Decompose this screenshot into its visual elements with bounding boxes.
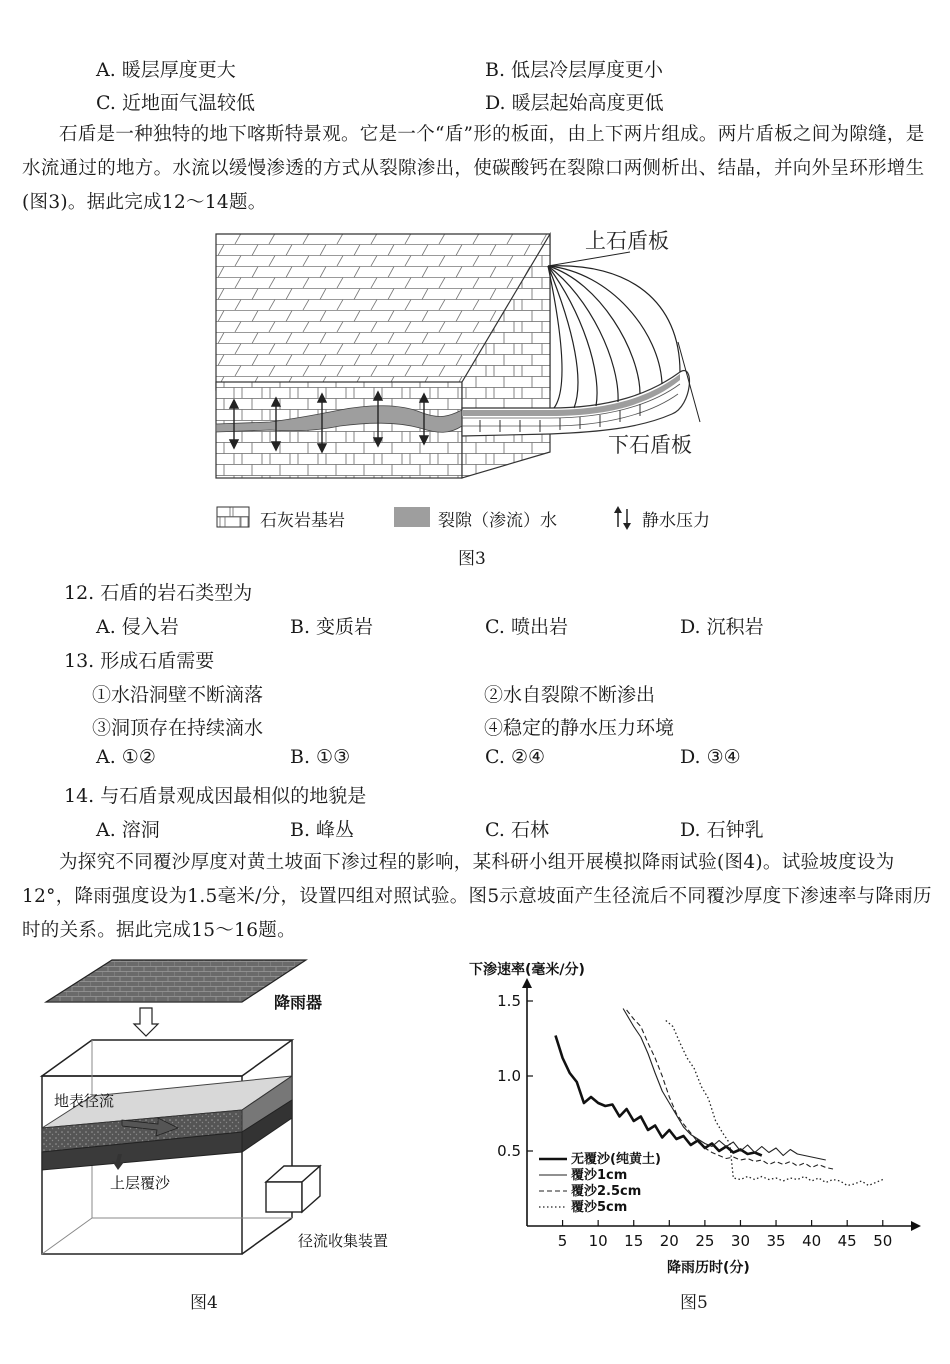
q11-option-a: A. 暖层厚度更大 [96,59,236,81]
chart-x-tick-label: 30 [730,1232,751,1250]
chart-y-axis-label: 下渗速率(毫米/分) [469,962,585,978]
q13-option-c: C. ②④ [485,746,546,768]
q14-option-d: D. 石钟乳 [680,819,764,841]
label-rain-device: 降雨器 [274,993,323,1012]
q12-option-a: A. 侵入岩 [96,616,179,638]
q14-option-b: B. 峰丛 [290,819,355,841]
label-collector: 径流收集装置 [298,1232,389,1250]
legend-pressure-icon [612,505,634,531]
figure-3-caption: 图3 [458,549,486,569]
q12-stem: 12. 石盾的岩石类型为 [64,582,253,604]
label-surface-runoff: 地表径流 [54,1092,115,1110]
q13-item-1: ①水沿洞壁不断滴落 [92,684,264,706]
label-upper-shield: 上石盾板 [585,229,669,253]
q11-option-b: B. 低层冷层厚度更小 [485,59,664,81]
legend-water-swatch [394,507,430,527]
chart-x-tick-label: 5 [557,1232,568,1250]
chart-legend-label-4: 覆沙5cm [571,1200,628,1215]
label-lower-shield: 下石盾板 [608,433,692,457]
q13-option-b: B. ①③ [290,746,351,768]
chart-series-line-2 [623,1009,826,1161]
chart-x-tick-label: 15 [624,1232,644,1250]
rain-device [46,960,306,1002]
q13-stem: 13. 形成石盾需要 [64,650,215,672]
q11-option-d: D. 暖层起始高度更低 [485,92,664,114]
legend-static-pressure: 静水压力 [642,511,710,531]
q12-option-c: C. 喷出岩 [485,616,568,638]
chart-x-axis-arrow [911,1221,921,1231]
q13-option-d: D. ③④ [680,746,741,768]
figure-5-caption: 图5 [680,1293,708,1313]
q14-option-c: C. 石林 [485,819,549,841]
q13-option-a: A. ①② [96,746,156,768]
legend-fissure-water: 裂隙（渗流）水 [438,511,557,531]
q12-option-d: D. 沉积岩 [680,616,764,638]
figure-4-rainfall-experiment [30,956,430,1286]
passage-sand-infiltration: 为探究不同覆沙厚度对黄土坡面下渗过程的影响，某科研小组开展模拟降雨试验(图4)。试验坡度设为12°，降雨强度设为1.5毫米/分，设置四组对照试验。图5示意坡面产生径流后不同覆沙厚度下渗速率与降雨历时的关系。据此完成15～16题。 [22,852,932,941]
q13-item-4: ④稳定的静水压力环境 [484,717,675,739]
chart-x-tick-label: 40 [802,1232,822,1250]
chart-legend-label-1: 无覆沙(纯黄土) [571,1152,661,1167]
legend-limestone: 石灰岩基岩 [260,511,345,531]
q13-item-2: ②水自裂隙不断渗出 [484,684,656,706]
figure-4-caption: 图4 [190,1293,218,1313]
chart-series-line-1 [556,1036,762,1156]
label-sand-layer: 上层覆沙 [110,1174,171,1192]
chart-x-tick-label: 50 [873,1232,893,1250]
q14-option-a: A. 溶洞 [96,819,160,841]
chart-x-tick-label: 20 [659,1232,679,1250]
chart-series-line-4 [666,1021,883,1186]
rain-arrow-icon [134,1008,158,1036]
chart-x-tick-label: 35 [766,1232,786,1250]
chart-y-tick-label: 0.5 [497,1142,521,1160]
chart-y-tick-label: 1.5 [497,992,521,1010]
q12-option-b: B. 变质岩 [290,616,374,638]
legend-limestone-swatch [216,505,252,529]
chart-x-tick-label: 25 [695,1232,715,1250]
q14-stem: 14. 与石盾景观成因最相似的地貌是 [64,785,367,807]
figure-3-stone-shield-diagram [210,222,740,542]
q11-option-c: C. 近地面气温较低 [96,92,255,114]
chart-x-axis-label: 降雨历时(分) [667,1260,750,1276]
q13-item-3: ③洞顶存在持续滴水 [92,717,264,739]
passage-stone-shield: 石盾是一种独特的地下喀斯特景观。它是一个“盾”形的板面，由上下两片组成。两片盾板之间为隙缝，是水流通过的地方。水流以缓慢渗透的方式从裂隙渗出，使碳酸钙在裂隙口两侧析出、结晶，并向外呈环形增生(图3)。据此完成12～14题。 [22,124,925,213]
chart-legend-label-2: 覆沙1cm [571,1168,628,1183]
chart-x-tick-label: 10 [588,1232,608,1250]
chart-legend-label-3: 覆沙2.5cm [571,1184,642,1199]
runoff-collector [266,1166,320,1212]
chart-series-line-3 [627,1010,833,1169]
figure-5-infiltration-chart [455,958,925,1288]
chart-y-axis-arrow [522,978,532,988]
chart-y-tick-label: 1.0 [497,1067,521,1085]
chart-x-tick-label: 45 [837,1232,857,1250]
